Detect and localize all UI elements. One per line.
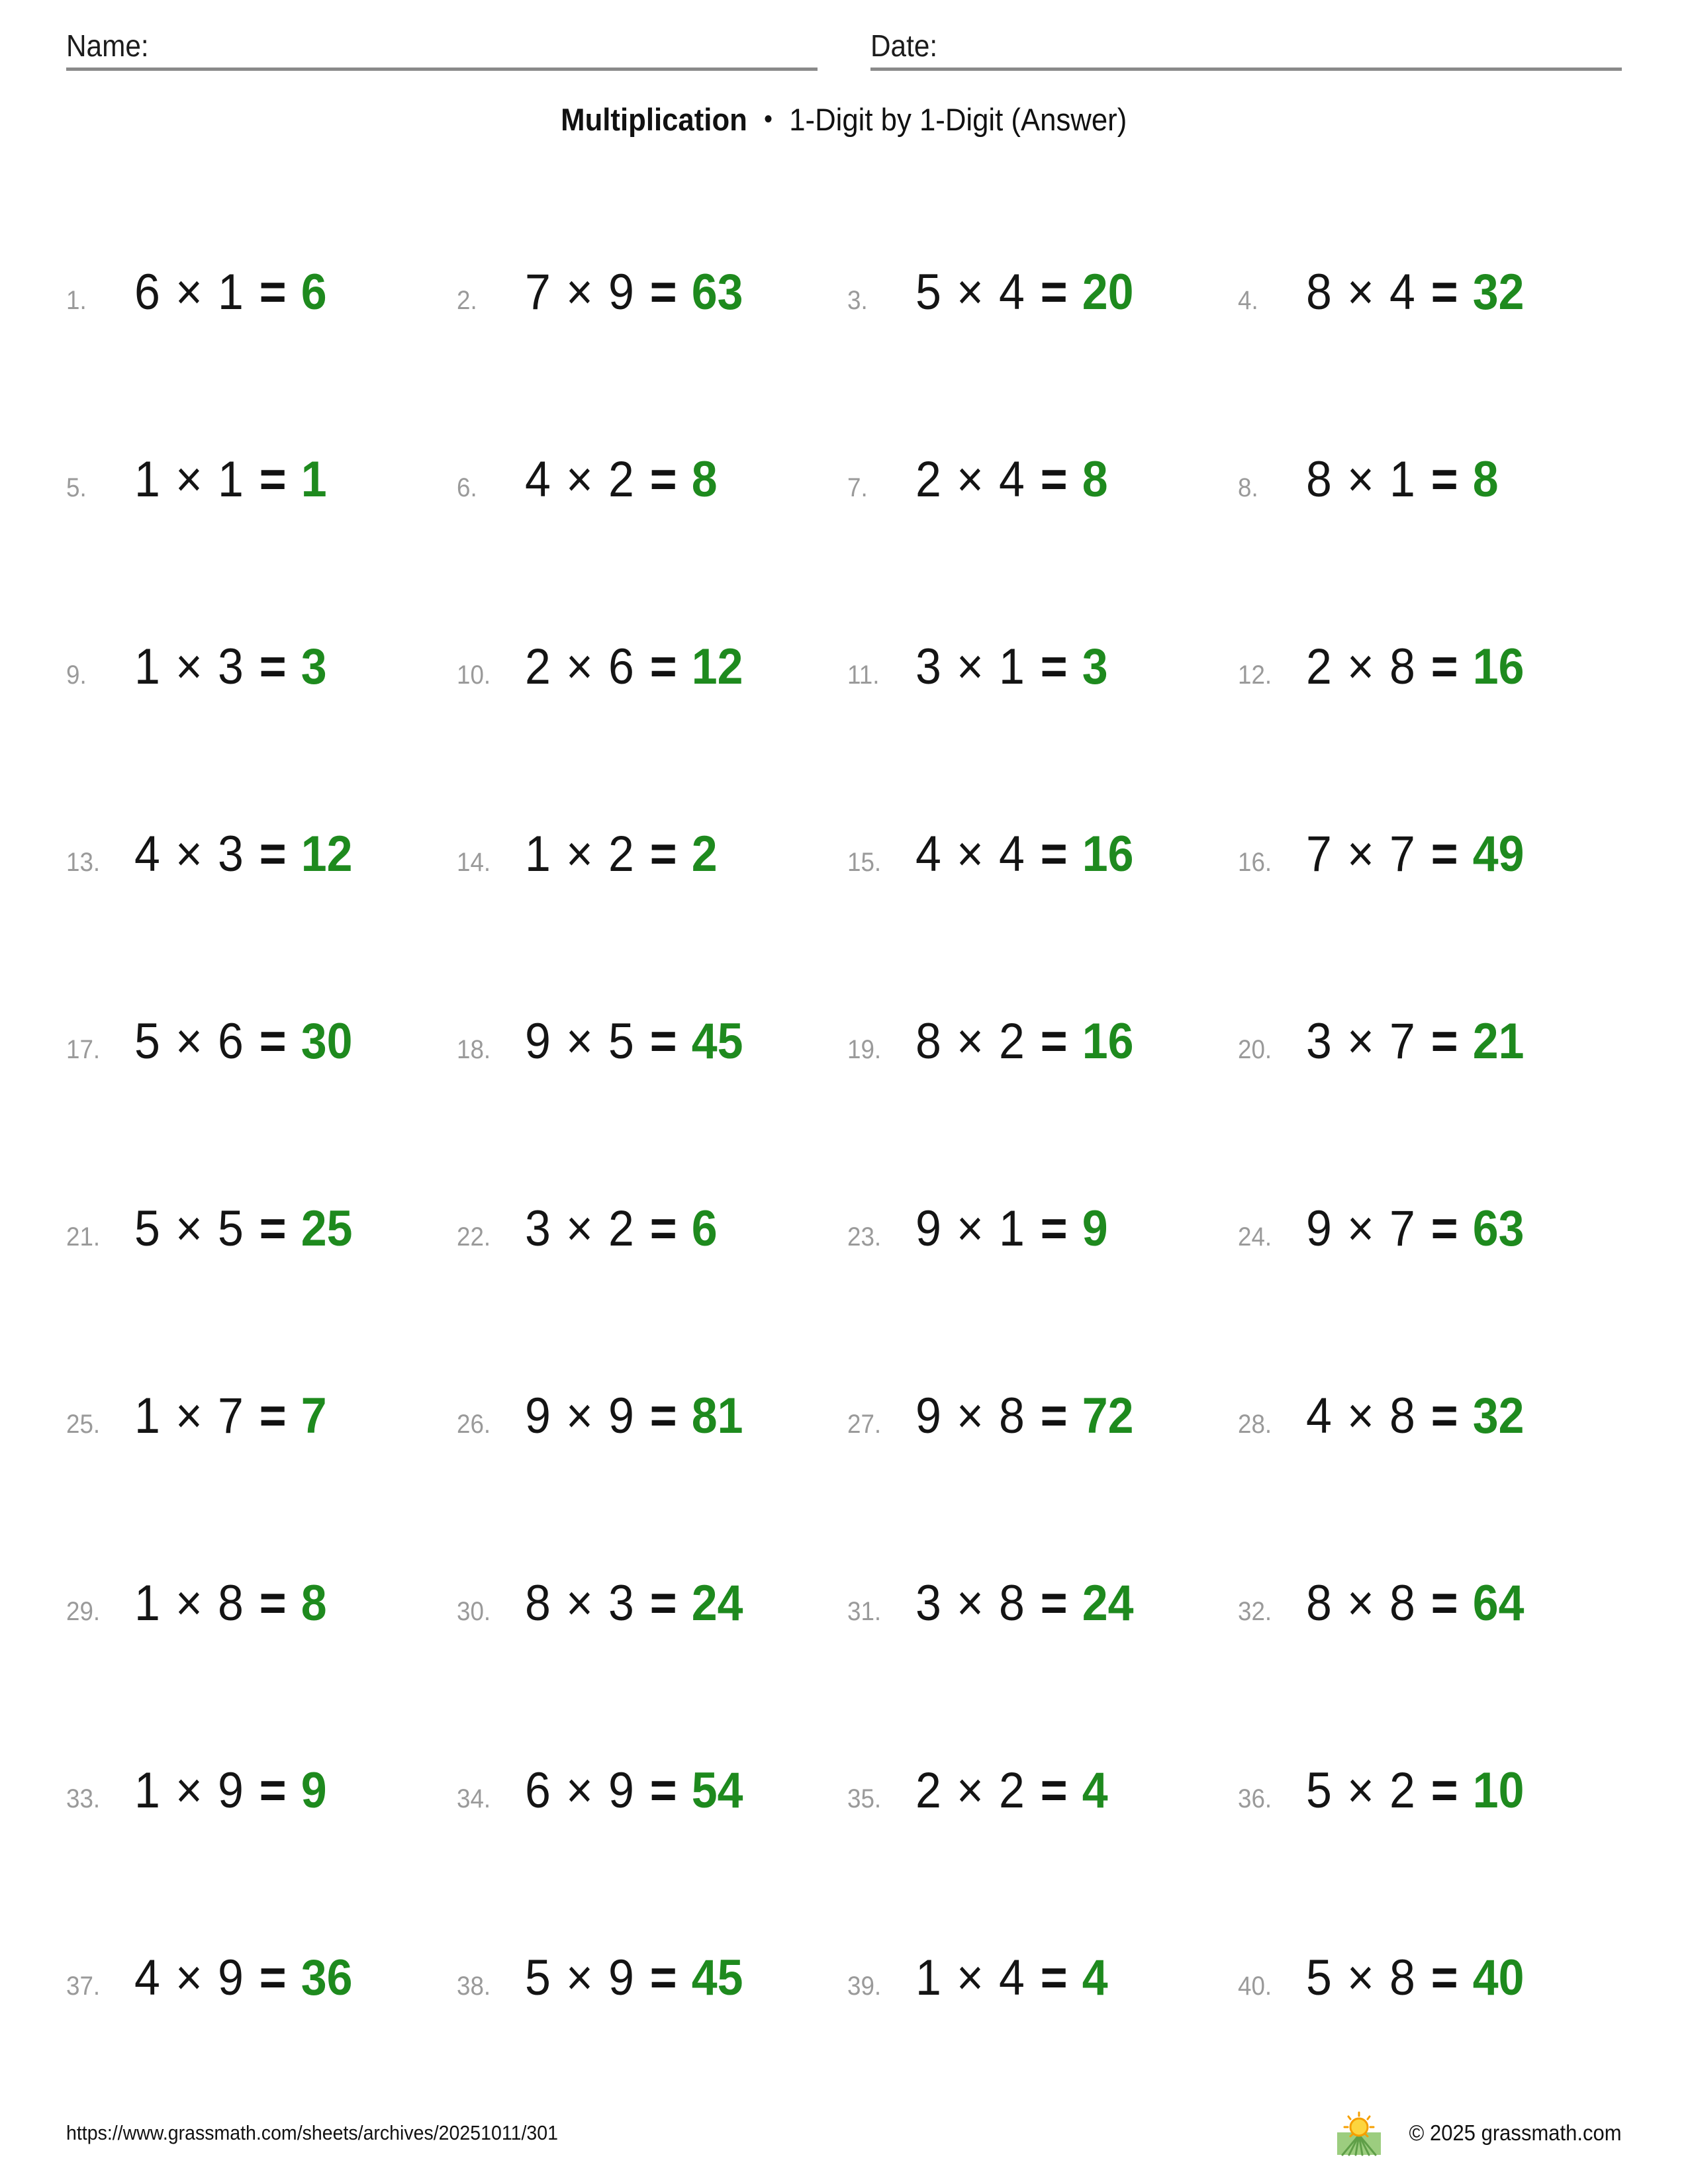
equals-sign: =	[649, 1762, 677, 1819]
problem-answer: 63	[1472, 1201, 1524, 1257]
problem-expression: 4 × 3	[134, 826, 245, 882]
equals-sign: =	[1040, 639, 1068, 695]
problem-item	[66, 1697, 457, 1884]
problem-number: 9.	[66, 660, 87, 690]
problem-expression: 3 × 8	[915, 1575, 1026, 1631]
problem-expression: 2 × 4	[915, 451, 1026, 508]
problem-expression: 3 × 2	[525, 1201, 635, 1257]
equals-sign: =	[1040, 1013, 1068, 1069]
name-field	[66, 28, 818, 71]
problem-item	[1238, 573, 1628, 760]
problem-item	[847, 386, 1238, 573]
problem-expression: 5 × 6	[134, 1013, 245, 1069]
problem-number: 27.	[847, 1410, 882, 1439]
equals-sign: =	[649, 1388, 677, 1444]
equals-sign: =	[1040, 1388, 1068, 1444]
problem-answer: 12	[301, 826, 353, 882]
problem-item	[457, 948, 847, 1135]
problem-expression: 8 × 4	[1306, 264, 1417, 320]
equals-sign: =	[259, 1388, 287, 1444]
problem-number: 11.	[847, 660, 880, 690]
problem-answer: 32	[1472, 1388, 1524, 1444]
equals-sign: =	[259, 826, 287, 882]
equals-sign: =	[649, 639, 677, 695]
problem-item	[457, 573, 847, 760]
problem-item	[66, 1135, 457, 1322]
problem-expression: 6 × 1	[134, 264, 245, 320]
problem-expression: 9 × 8	[915, 1388, 1026, 1444]
problem-answer: 1	[301, 451, 327, 508]
problem-answer: 63	[691, 264, 743, 320]
problem-number: 14.	[457, 848, 491, 877]
problem-expression: 9 × 5	[525, 1013, 635, 1069]
problem-number: 38.	[457, 1972, 491, 2001]
problem-answer: 2	[691, 826, 718, 882]
equals-sign: =	[259, 451, 287, 508]
problem-number: 30.	[457, 1597, 491, 1626]
problem-expression: 1 × 3	[134, 639, 245, 695]
problem-item	[847, 573, 1238, 760]
header	[0, 0, 1688, 71]
problem-expression: 2 × 2	[915, 1762, 1026, 1819]
problem-item	[66, 760, 457, 948]
problem-answer: 45	[691, 1950, 743, 2006]
problem-answer: 24	[1082, 1575, 1134, 1631]
footer	[66, 2103, 1622, 2163]
problem-number: 8.	[1238, 473, 1258, 502]
problem-number: 1.	[66, 286, 87, 315]
footer-branding	[1335, 2109, 1622, 2158]
problem-expression: 3 × 1	[915, 639, 1026, 695]
problem-number: 40.	[1238, 1972, 1272, 2001]
problem-answer: 54	[691, 1762, 743, 1819]
problem-expression: 4 × 9	[134, 1950, 245, 2006]
equals-sign: =	[259, 1762, 287, 1819]
problem-number: 18.	[457, 1035, 491, 1064]
title-separator: •	[764, 105, 773, 134]
problem-number: 3.	[847, 286, 868, 315]
equals-sign: =	[1430, 1950, 1458, 2006]
problem-answer: 6	[691, 1201, 718, 1257]
problem-item	[1238, 1510, 1628, 1697]
problem-answer: 49	[1472, 826, 1524, 882]
problem-answer: 20	[1082, 264, 1134, 320]
equals-sign: =	[259, 264, 287, 320]
problem-answer: 9	[1082, 1201, 1108, 1257]
problem-item	[1238, 760, 1628, 948]
problem-item	[66, 199, 457, 386]
problem-item	[1238, 386, 1628, 573]
problem-expression: 4 × 8	[1306, 1388, 1417, 1444]
equals-sign: =	[649, 264, 677, 320]
problem-item	[847, 760, 1238, 948]
problem-number: 29.	[66, 1597, 101, 1626]
problem-item	[1238, 1135, 1628, 1322]
problem-expression: 4 × 4	[915, 826, 1026, 882]
problem-number: 32.	[1238, 1597, 1272, 1626]
problem-number: 13.	[66, 848, 101, 877]
problem-number: 28.	[1238, 1410, 1272, 1439]
name-underline	[66, 68, 818, 71]
problem-item	[847, 1510, 1238, 1697]
problem-number: 24.	[1238, 1222, 1272, 1251]
problem-number: 5.	[66, 473, 87, 502]
equals-sign: =	[259, 1575, 287, 1631]
problem-answer: 32	[1472, 264, 1524, 320]
equals-sign: =	[649, 1575, 677, 1631]
problem-answer: 40	[1472, 1950, 1524, 2006]
equals-sign: =	[649, 1013, 677, 1069]
problem-number: 34.	[457, 1784, 491, 1813]
problem-answer: 7	[301, 1388, 327, 1444]
problem-item	[457, 1697, 847, 1884]
problem-expression: 2 × 8	[1306, 639, 1417, 695]
problem-number: 2.	[457, 286, 477, 315]
problem-number: 22.	[457, 1222, 491, 1251]
problem-item	[457, 760, 847, 948]
problem-expression: 1 × 7	[134, 1388, 245, 1444]
problem-expression: 8 × 8	[1306, 1575, 1417, 1631]
problem-number: 7.	[847, 473, 868, 502]
problem-number: 16.	[1238, 848, 1272, 877]
problem-item	[1238, 1697, 1628, 1884]
problem-expression: 1 × 2	[525, 826, 635, 882]
problem-expression: 1 × 8	[134, 1575, 245, 1631]
worksheet-title	[0, 101, 1688, 138]
equals-sign: =	[1430, 1388, 1458, 1444]
equals-sign: =	[1040, 264, 1068, 320]
problem-item	[457, 386, 847, 573]
problem-expression: 5 × 8	[1306, 1950, 1417, 2006]
problem-answer: 16	[1082, 826, 1134, 882]
problems-grid	[66, 199, 1628, 2071]
equals-sign: =	[1040, 1950, 1068, 2006]
problem-expression: 5 × 4	[915, 264, 1026, 320]
date-label: Date:	[870, 28, 938, 63]
problem-item	[457, 1322, 847, 1510]
problem-item	[66, 1510, 457, 1697]
problem-answer: 10	[1472, 1762, 1524, 1819]
equals-sign: =	[1430, 1762, 1458, 1819]
problem-answer: 16	[1082, 1013, 1134, 1069]
problem-expression: 2 × 6	[525, 639, 635, 695]
equals-sign: =	[259, 639, 287, 695]
problem-answer: 8	[301, 1575, 327, 1631]
date-field	[870, 28, 1622, 71]
equals-sign: =	[259, 1201, 287, 1257]
problem-number: 35.	[847, 1784, 882, 1813]
copyright-text: © 2025 grassmath.com	[1409, 2120, 1622, 2145]
problem-item	[66, 1322, 457, 1510]
problem-expression: 7 × 7	[1306, 826, 1417, 882]
problem-answer: 25	[301, 1201, 353, 1257]
problem-answer: 16	[1472, 639, 1524, 695]
problem-number: 39.	[847, 1972, 882, 2001]
problem-item	[457, 1135, 847, 1322]
problem-number: 21.	[66, 1222, 101, 1251]
equals-sign: =	[649, 1201, 677, 1257]
problem-expression: 1 × 1	[134, 451, 245, 508]
problem-answer: 36	[301, 1950, 353, 2006]
problem-expression: 9 × 1	[915, 1201, 1026, 1257]
problem-item	[847, 199, 1238, 386]
problem-item	[66, 386, 457, 573]
problem-item	[847, 1697, 1238, 1884]
equals-sign: =	[259, 1950, 287, 2006]
problem-expression: 5 × 9	[525, 1950, 635, 2006]
problem-number: 17.	[66, 1035, 101, 1064]
problem-expression: 9 × 7	[1306, 1201, 1417, 1257]
equals-sign: =	[1430, 264, 1458, 320]
problem-answer: 3	[301, 639, 327, 695]
problem-expression: 1 × 4	[915, 1950, 1026, 2006]
equals-sign: =	[1430, 1013, 1458, 1069]
problem-answer: 4	[1082, 1950, 1108, 2006]
problem-answer: 30	[301, 1013, 353, 1069]
problem-item	[1238, 1322, 1628, 1510]
title-subtitle: 1-Digit by 1-Digit (Answer)	[789, 102, 1127, 137]
problem-expression: 5 × 5	[134, 1201, 245, 1257]
problem-answer: 9	[301, 1762, 327, 1819]
problem-number: 37.	[66, 1972, 101, 2001]
problem-answer: 21	[1472, 1013, 1524, 1069]
problem-item	[457, 199, 847, 386]
equals-sign: =	[1430, 1575, 1458, 1631]
problem-item	[847, 1322, 1238, 1510]
equals-sign: =	[1430, 451, 1458, 508]
problem-expression: 3 × 7	[1306, 1013, 1417, 1069]
problem-number: 12.	[1238, 660, 1272, 690]
equals-sign: =	[649, 451, 677, 508]
problem-number: 4.	[1238, 286, 1258, 315]
problem-number: 23.	[847, 1222, 882, 1251]
problem-item	[457, 1510, 847, 1697]
equals-sign: =	[1430, 1201, 1458, 1257]
problem-expression: 6 × 9	[525, 1762, 635, 1819]
problem-answer: 8	[1472, 451, 1499, 508]
problem-number: 36.	[1238, 1784, 1272, 1813]
equals-sign: =	[1040, 826, 1068, 882]
problem-answer: 6	[301, 264, 327, 320]
problem-item	[66, 948, 457, 1135]
equals-sign: =	[1040, 451, 1068, 508]
equals-sign: =	[1430, 639, 1458, 695]
problem-expression: 9 × 9	[525, 1388, 635, 1444]
equals-sign: =	[1430, 826, 1458, 882]
problem-number: 20.	[1238, 1035, 1272, 1064]
problem-expression: 4 × 2	[525, 451, 635, 508]
title-main: Multiplication	[561, 102, 748, 137]
problem-expression: 8 × 2	[915, 1013, 1026, 1069]
problem-expression: 1 × 9	[134, 1762, 245, 1819]
problem-number: 25.	[66, 1410, 101, 1439]
problem-answer: 45	[691, 1013, 743, 1069]
equals-sign: =	[1040, 1762, 1068, 1819]
problem-answer: 64	[1472, 1575, 1524, 1631]
footer-url: https://www.grassmath.com/sheets/archives/20251011/301	[66, 2121, 558, 2144]
equals-sign: =	[1040, 1575, 1068, 1631]
problem-item	[1238, 948, 1628, 1135]
problem-number: 31.	[847, 1597, 882, 1626]
problem-item	[66, 1884, 457, 2071]
problem-item	[66, 573, 457, 760]
problem-expression: 8 × 3	[525, 1575, 635, 1631]
problem-item	[847, 1884, 1238, 2071]
sunrise-field-logo	[1335, 2109, 1383, 2158]
equals-sign: =	[649, 826, 677, 882]
equals-sign: =	[1040, 1201, 1068, 1257]
problem-answer: 8	[1082, 451, 1108, 508]
problem-answer: 3	[1082, 639, 1108, 695]
problem-answer: 72	[1082, 1388, 1134, 1444]
problem-answer: 4	[1082, 1762, 1108, 1819]
problem-item	[847, 948, 1238, 1135]
problem-number: 19.	[847, 1035, 882, 1064]
problem-answer: 12	[691, 639, 743, 695]
date-underline	[870, 68, 1622, 71]
problem-answer: 24	[691, 1575, 743, 1631]
equals-sign: =	[649, 1950, 677, 2006]
problem-item	[847, 1135, 1238, 1322]
problem-item	[457, 1884, 847, 2071]
problem-expression: 5 × 2	[1306, 1762, 1417, 1819]
problem-number: 10.	[457, 660, 491, 690]
problem-expression: 8 × 1	[1306, 451, 1417, 508]
problem-answer: 8	[691, 451, 718, 508]
problem-number: 26.	[457, 1410, 491, 1439]
problem-number: 33.	[66, 1784, 101, 1813]
problem-item	[1238, 1884, 1628, 2071]
name-label: Name:	[66, 28, 149, 63]
problem-expression: 7 × 9	[525, 264, 635, 320]
equals-sign: =	[259, 1013, 287, 1069]
problem-number: 15.	[847, 848, 882, 877]
problem-number: 6.	[457, 473, 477, 502]
problem-answer: 81	[691, 1388, 743, 1444]
problem-item	[1238, 199, 1628, 386]
